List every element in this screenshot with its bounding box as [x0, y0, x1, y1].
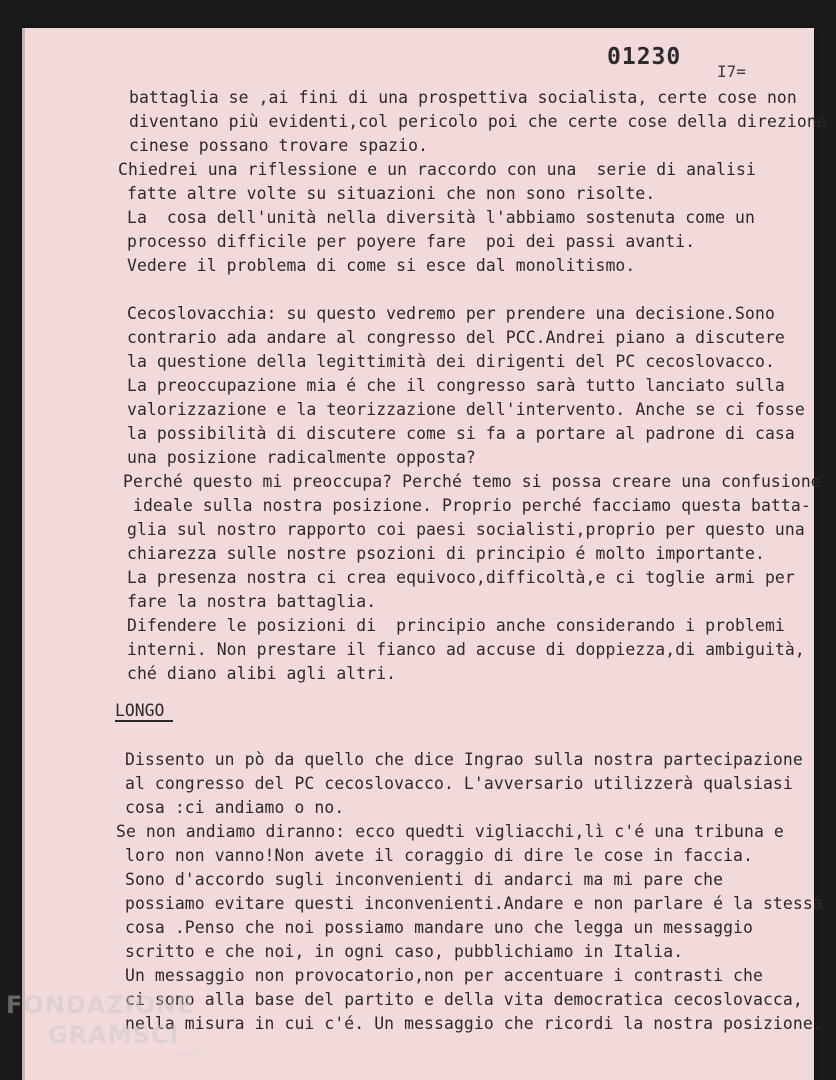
text-line: Un messaggio non provocatorio,non per accentuare i contrasti che — [125, 966, 763, 985]
page-mark: I7= — [717, 62, 746, 81]
text-line: battaglia se ,ai fini di una prospettiva socialista, certe cose non — [129, 88, 797, 107]
text-line: chiarezza sulle nostre psozioni di principio é molto importante. — [127, 544, 765, 563]
text-line: contrario ada andare al congresso del PCC.Andrei piano a discutere — [127, 328, 785, 347]
text-line: ideale sulla nostra posizione. Proprio perché facciamo questa batta- — [133, 496, 811, 515]
text-line: ché diano alibi agli altri. — [127, 664, 397, 683]
text-line: glia sul nostro rapporto coi paesi socialisti,proprio per questo una — [127, 520, 805, 539]
text-line: Dissento un pò da quello che dice Ingrao sulla nostra partecipazione — [125, 750, 803, 769]
text-line: Se non andiamo diranno: ecco quedti vigliacchi,lì c'é una tribuna e — [116, 822, 784, 841]
text-line: scritto e che noi, in ogni caso, pubblichiamo in Italia. — [125, 942, 684, 961]
text-line: la possibilità di discutere come si fa a portare al padrone di casa — [127, 424, 795, 443]
text-line: cosa .Penso che noi possiamo mandare uno che legga un messaggio — [125, 918, 753, 937]
text-line: la questione della legittimità dei dirigenti del PC cecoslovacco. — [127, 352, 775, 371]
text-line: La preoccupazione mia é che il congresso sarà tutto lanciato sulla — [127, 376, 785, 395]
text-line: cosa :ci andiamo o no. — [125, 798, 345, 817]
text-line: Difendere le posizioni di principio anche considerando i problemi — [127, 616, 785, 635]
text-line: Vedere il problema di come si esce dal monolitismo. — [127, 256, 636, 275]
document-number: 01230 — [607, 44, 682, 70]
text-line: processo difficile per poyere fare poi dei passi avanti. — [127, 232, 696, 251]
text-line: fatte altre volte su situazioni che non sono risolte. — [127, 184, 656, 203]
page-edge — [22, 28, 25, 1080]
watermark-small: onlus — [176, 1050, 195, 1058]
fondazione-gramsci-watermark — [6, 990, 195, 1058]
text-line: Perché questo mi preoccupa? Perché temo si possa creare una confusione — [123, 472, 821, 491]
text-line: una posizione radicalmente opposta? — [127, 448, 476, 467]
text-line: cinese possano trovare spazio. — [129, 136, 429, 155]
text-line: valorizzazione e la teorizzazione dell'intervento. Anche se ci fosse — [127, 400, 805, 419]
text-line: ci sono alla base del partito e della vita democratica cecoslovacca, — [125, 990, 803, 1009]
text-line: La presenza nostra ci crea equivoco,difficoltà,e ci toglie armi per — [127, 568, 795, 587]
text-line: nella misura in cui c'é. Un messaggio che ricordi la nostra posizione. — [125, 1014, 823, 1033]
text-line: Chiedrei una riflessione e un raccordo con una serie di analisi — [118, 160, 756, 179]
text-line: loro non vanno!Non avete il coraggio di dire le cose in faccia. — [125, 846, 753, 865]
speaker-underline — [115, 720, 173, 722]
text-line: diventano più evidenti,col pericolo poi che certe cose della direzione — [129, 112, 827, 131]
watermark-line-1: FONDAZIONE — [6, 991, 195, 1019]
document-page — [22, 28, 827, 1080]
text-line: al congresso del PC cecoslovacco. L'avversario utilizzerà qualsiasi — [125, 774, 793, 793]
text-line: fare la nostra battaglia. — [127, 592, 377, 611]
watermark-line-2: GRAMSCI — [48, 1021, 180, 1049]
speaker-heading: LONGO — [115, 701, 165, 720]
text-line: Sono d'accordo sugli inconvenienti di andarci ma mi pare che — [125, 870, 724, 889]
text-line: La cosa dell'unità nella diversità l'abbiamo sostenuta come un — [127, 208, 755, 227]
text-line: possiamo evitare questi inconvenienti.Andare e non parlare é la stessa — [125, 894, 823, 913]
text-line: Cecoslovacchia: su questo vedremo per prendere una decisione.Sono — [127, 304, 775, 323]
text-line: interni. Non prestare il fianco ad accuse di doppiezza,di ambiguità, — [127, 640, 805, 659]
